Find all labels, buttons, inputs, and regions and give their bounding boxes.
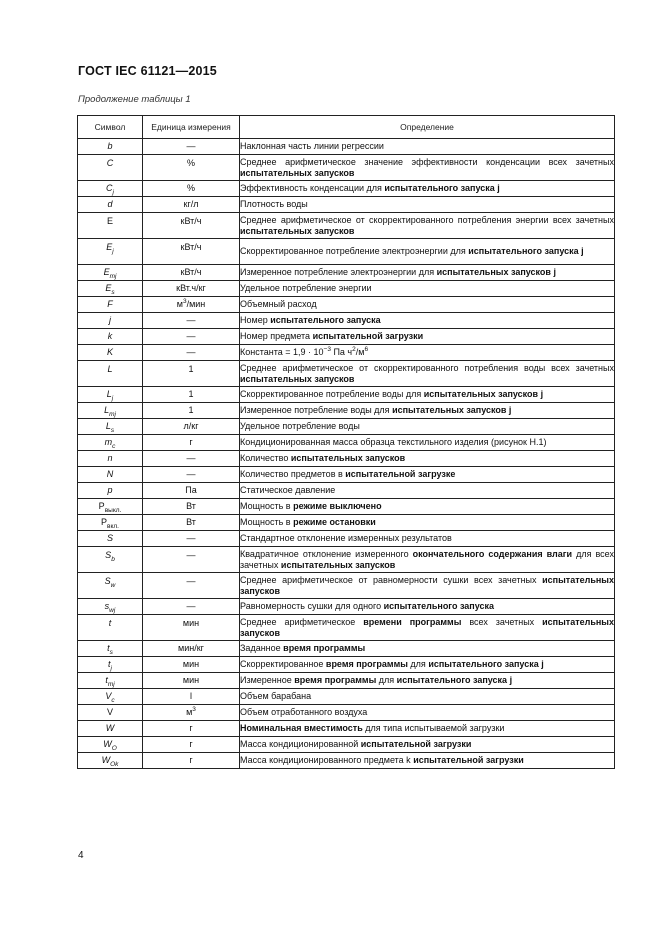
definition-cell: Мощность в режиме остановки	[240, 515, 615, 531]
symbol-cell: E	[78, 213, 143, 239]
definition-cell: Измеренное потребление воды для испытательных запусков j	[240, 403, 615, 419]
definition-cell: Номинальная вместимость для типа испытываемой загрузки	[240, 721, 615, 737]
column-header-unit: Единица измерения	[143, 116, 240, 139]
definition-cell: Объемный расход	[240, 297, 615, 313]
unit-cell: 1	[143, 403, 240, 419]
unit-cell: —	[143, 573, 240, 599]
table-row	[78, 531, 615, 547]
unit-cell: мин	[143, 673, 240, 689]
symbol-cell: $S_b$	[78, 547, 143, 573]
symbol-cell: n	[78, 451, 143, 467]
symbol-cell: K	[78, 345, 143, 361]
symbol-cell: $W_{Ok}$	[78, 753, 143, 769]
column-header-definition: Определение	[240, 116, 615, 139]
symbol-cell: p	[78, 483, 143, 499]
table-row	[78, 387, 615, 403]
unit-cell: кВт.ч/кг	[143, 281, 240, 297]
table-row	[78, 573, 615, 599]
document-header: ГОСТ IEC 61121—2015	[78, 64, 217, 78]
table-row	[78, 641, 615, 657]
table-row	[78, 483, 615, 499]
symbol-cell: b	[78, 139, 143, 155]
definition-cell: Кондиционированная масса образца текстильного изделия (рисунок Н.1)	[240, 435, 615, 451]
unit-cell: кВт/ч	[143, 239, 240, 265]
table-row	[78, 753, 615, 769]
table-row	[78, 657, 615, 673]
unit-cell: кВт/ч	[143, 213, 240, 239]
table-row	[78, 673, 615, 689]
symbol-cell: $S_w$	[78, 573, 143, 599]
table-row	[78, 155, 615, 181]
table-row	[78, 213, 615, 239]
table-row	[78, 467, 615, 483]
unit-cell: Вт	[143, 515, 240, 531]
unit-cell: г	[143, 435, 240, 451]
definition-cell: Объем отработанного воздуха	[240, 705, 615, 721]
unit-cell: —	[143, 451, 240, 467]
table-row	[78, 705, 615, 721]
unit-cell: мин	[143, 657, 240, 673]
symbol-cell: $L_s$	[78, 419, 143, 435]
table-row	[78, 515, 615, 531]
unit-cell: 1	[143, 361, 240, 387]
unit-cell: кВт/ч	[143, 265, 240, 281]
definition-cell: Номер предмета испытательной загрузки	[240, 329, 615, 345]
definition-cell: Количество предметов в испытательной загрузке	[240, 467, 615, 483]
table-row	[78, 547, 615, 573]
table-row	[78, 721, 615, 737]
unit-cell: —	[143, 547, 240, 573]
table-row	[78, 197, 615, 213]
symbol-cell: $m_c$	[78, 435, 143, 451]
table-row	[78, 345, 615, 361]
definition-cell: Среднее арифметическое значение эффективности конденсации всех зачетных испытательных запусков	[240, 155, 615, 181]
table-row	[78, 599, 615, 615]
definition-cell: Стандартное отклонение измеренных результатов	[240, 531, 615, 547]
unit-cell: 1	[143, 387, 240, 403]
table-row	[78, 361, 615, 387]
symbol-cell: t	[78, 615, 143, 641]
unit-cell: —	[143, 329, 240, 345]
definition-cell: Скорректированное время программы для испытательного запуска j	[240, 657, 615, 673]
column-header-symbol: Символ	[78, 116, 143, 139]
definition-cell: Константа = $1,9 \cdot 10^{-3}$ Па $ч^2/м^6$	[240, 345, 615, 361]
symbol-cell: $E_{mj}$	[78, 265, 143, 281]
unit-cell: мин	[143, 615, 240, 641]
symbol-cell: W	[78, 721, 143, 737]
table-row	[78, 297, 615, 313]
symbol-cell: $E_s$	[78, 281, 143, 297]
table-row	[78, 313, 615, 329]
definition-cell: Среднее арифметическое от равномерности сушки всех зачетных испытательных запусков	[240, 573, 615, 599]
unit-cell: г	[143, 737, 240, 753]
definition-cell: Плотность воды	[240, 197, 615, 213]
table-row	[78, 689, 615, 705]
table-row	[78, 419, 615, 435]
symbol-cell: $V_c$	[78, 689, 143, 705]
definition-cell: Измеренное потребление электроэнергии для испытательных запусков j	[240, 265, 615, 281]
unit-cell: мин/кг	[143, 641, 240, 657]
table-caption: Продолжение таблицы 1	[78, 94, 191, 105]
definition-cell: Удельное потребление энергии	[240, 281, 615, 297]
definition-cell: Количество испытательных запусков	[240, 451, 615, 467]
symbol-cell: V	[78, 705, 143, 721]
unit-cell: l	[143, 689, 240, 705]
unit-cell: —	[143, 345, 240, 361]
unit-cell: $м^3$	[143, 705, 240, 721]
table-row	[78, 403, 615, 419]
symbol-cell: $L_j$	[78, 387, 143, 403]
symbols-table	[77, 115, 615, 769]
unit-cell: л/кг	[143, 419, 240, 435]
symbol-cell: C	[78, 155, 143, 181]
definition-cell: Мощность в режиме выключено	[240, 499, 615, 515]
definition-cell: Среднее арифметическое от скорректированного потребления энергии всех зачетных испытательных запусков	[240, 213, 615, 239]
unit-cell: —	[143, 599, 240, 615]
definition-cell: Масса кондиционированного предмета k испытательной загрузки	[240, 753, 615, 769]
unit-cell: кг/л	[143, 197, 240, 213]
symbol-cell: F	[78, 297, 143, 313]
symbol-cell: $t_j$	[78, 657, 143, 673]
definition-cell: Эффективность конденсации для испытательного запуска j	[240, 181, 615, 197]
symbol-cell: $C_j$	[78, 181, 143, 197]
definition-cell: Скорректированное потребление воды для испытательных запусков j	[240, 387, 615, 403]
definition-cell: Скорректированное потребление электроэнергии для испытательного запуска j	[240, 239, 615, 265]
unit-cell: —	[143, 313, 240, 329]
definition-cell: Квадратичное отклонение измеренного окончательного содержания влаги для всех зачетных испытательных запусков	[240, 547, 615, 573]
unit-cell: —	[143, 139, 240, 155]
table-row	[78, 737, 615, 753]
symbol-cell: S	[78, 531, 143, 547]
unit-cell: Па	[143, 483, 240, 499]
symbol-cell: $t_{mj}$	[78, 673, 143, 689]
definition-cell: Масса кондиционированной испытательной загрузки	[240, 737, 615, 753]
table-row	[78, 451, 615, 467]
page-number: 4	[78, 850, 84, 861]
unit-cell: г	[143, 721, 240, 737]
definition-cell: Номер испытательного запуска	[240, 313, 615, 329]
table-header-row	[78, 116, 615, 139]
table-row	[78, 435, 615, 451]
definition-cell: Заданное время программы	[240, 641, 615, 657]
definition-cell: Объем барабана	[240, 689, 615, 705]
symbol-cell: L	[78, 361, 143, 387]
table-row	[78, 265, 615, 281]
definition-cell: Равномерность сушки для одного испытательного запуска	[240, 599, 615, 615]
table-row	[78, 181, 615, 197]
unit-cell: %	[143, 155, 240, 181]
symbol-cell: N	[78, 467, 143, 483]
symbol-cell: $s_{wj}$	[78, 599, 143, 615]
symbol-cell: j	[78, 313, 143, 329]
symbol-cell: d	[78, 197, 143, 213]
symbol-cell: k	[78, 329, 143, 345]
unit-cell: —	[143, 467, 240, 483]
table-row	[78, 499, 615, 515]
symbol-cell: $E_j$	[78, 239, 143, 265]
definition-cell: Среднее арифметическое времени программы всех зачетных испытательных запусков	[240, 615, 615, 641]
table-row	[78, 615, 615, 641]
unit-cell: —	[143, 531, 240, 547]
table-row	[78, 239, 615, 265]
table-row	[78, 281, 615, 297]
symbol-cell: $P_{выкл.}$	[78, 499, 143, 515]
definition-cell: Среднее арифметическое от скорректированного потребления воды всех зачетных испытательных запусков	[240, 361, 615, 387]
table-row	[78, 139, 615, 155]
unit-cell: $м^3$/мин	[143, 297, 240, 313]
unit-cell: Вт	[143, 499, 240, 515]
definition-cell: Удельное потребление воды	[240, 419, 615, 435]
definition-cell: Измеренное время программы для испытательного запуска j	[240, 673, 615, 689]
definition-cell: Наклонная часть линии регрессии	[240, 139, 615, 155]
symbol-cell: $t_s$	[78, 641, 143, 657]
unit-cell: г	[143, 753, 240, 769]
symbol-cell: $W_O$	[78, 737, 143, 753]
unit-cell: %	[143, 181, 240, 197]
table-row	[78, 329, 615, 345]
definition-cell: Статическое давление	[240, 483, 615, 499]
symbol-cell: $L_{mj}$	[78, 403, 143, 419]
symbol-cell: $P_{вкл.}$	[78, 515, 143, 531]
